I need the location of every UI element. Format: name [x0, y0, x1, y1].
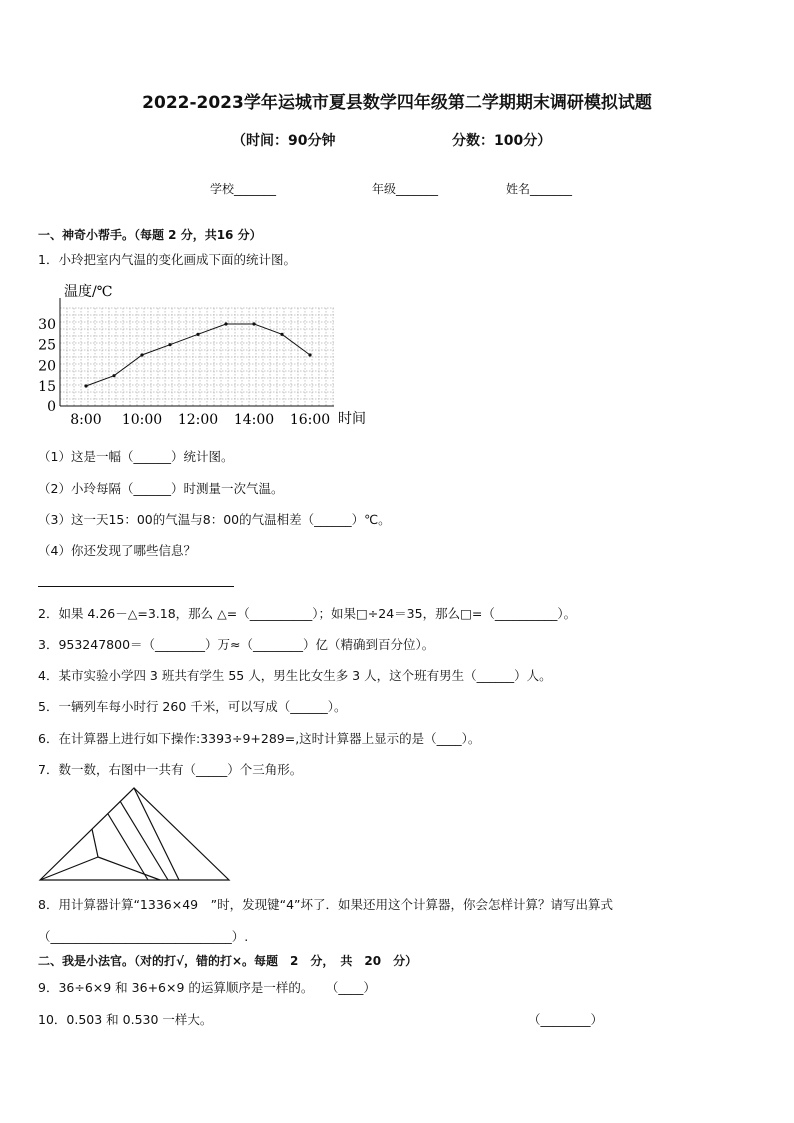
- question-1-part-2: （2）小玲每隔（______）时测量一次气温。: [38, 481, 284, 496]
- answer-line[interactable]: [38, 586, 234, 587]
- school-field[interactable]: 学校_______: [210, 182, 277, 196]
- y-tick-label: 25: [38, 337, 56, 354]
- x-tick-label: 10:00: [121, 412, 163, 428]
- question-3: 3．953247800＝（________）万≈（________）亿（精确到百分位）。: [38, 637, 435, 652]
- question-4: 4．某市实验小学四 3 班共有学生 55 人，男生比女生多 3 人，这个班有男生（______）人。: [38, 668, 552, 683]
- x-tick-label: 12:00: [177, 412, 219, 428]
- question-7: 7．数一数，右图中一共有（_____）个三角形。: [38, 762, 303, 777]
- data-point: [84, 384, 87, 387]
- chart-grid: [60, 308, 334, 406]
- x-tick-label: 8:00: [70, 412, 102, 428]
- question-1-part-1: （1）这是一幅（______）统计图。: [38, 449, 234, 464]
- inner-segment: [108, 814, 148, 880]
- y-axis-label: 温度/℃: [64, 284, 113, 300]
- name-field[interactable]: 姓名_______: [506, 182, 573, 196]
- question-10-blank[interactable]: （________）: [528, 1012, 604, 1027]
- question-8: 8．用计算器计算“1336×49 ”时，发现键“4”坏了．如果还用这个计算器，你会怎样计算？请写出算式: [38, 897, 614, 912]
- data-point: [168, 343, 171, 346]
- question-8-answer[interactable]: （_____________________________）.: [38, 929, 249, 944]
- question-6: 6．在计算器上进行如下操作:3393÷9+289=,这时计算器上显示的是（____）。: [38, 731, 481, 746]
- grade-field[interactable]: 年级_______: [372, 182, 439, 196]
- exam-score: 分数：100分）: [452, 133, 552, 149]
- y-tick-label: 15: [38, 379, 56, 395]
- page-title: 2022-2023学年运城市夏县数学四年级第二学期期末调研模拟试题: [142, 93, 652, 113]
- y-tick-label: 30: [38, 317, 56, 333]
- data-point: [112, 374, 115, 377]
- question-9: 9．36÷6×9 和 36+6×9 的运算顺序是一样的。 （____）: [38, 980, 376, 995]
- data-point: [140, 353, 143, 356]
- question-2: 2．如果 4.26－△=3.18，那么 △=（__________）；如果□÷24＝35，那么□=（__________）。: [38, 606, 577, 621]
- question-10: 10．0.503 和 0.530 一样大。: [38, 1012, 213, 1027]
- section2-heading: 二、我是小法官。（对的打√，错的打×。每题 2 分， 共 20 分）: [38, 954, 418, 968]
- data-point: [252, 322, 255, 325]
- question-5: 5．一辆列车每小时行 260 千米，可以写成（______）。: [38, 699, 347, 714]
- x-tick-label: 16:00: [289, 412, 331, 428]
- question-1: 1．小玲把室内气温的变化画成下面的统计图。: [38, 252, 296, 267]
- question-1-part-4: （4）你还发现了哪些信息？: [38, 543, 196, 558]
- question-1-part-3: （3）这一天15：00的气温与8：00的气温相差（______）℃。: [38, 512, 391, 527]
- section1-heading: 一、神奇小帮手。（每题 2 分，共16 分）: [38, 228, 262, 242]
- inner-segment: [92, 829, 98, 857]
- y-tick-label: 20: [38, 358, 56, 375]
- data-point: [224, 322, 227, 325]
- outer-triangle: [40, 788, 229, 880]
- x-tick-label: 14:00: [233, 412, 275, 428]
- temperature-line-chart: [36, 278, 376, 430]
- y-tick-label: 0: [47, 399, 56, 415]
- data-point: [308, 353, 311, 356]
- x-axis-label: 时间: [338, 411, 366, 427]
- data-point: [196, 333, 199, 336]
- inner-segment: [40, 857, 98, 880]
- exam-time: （时间：90分钟: [232, 133, 336, 149]
- inner-segment: [98, 857, 160, 880]
- triangle-figure: [36, 784, 236, 884]
- data-point: [280, 333, 283, 336]
